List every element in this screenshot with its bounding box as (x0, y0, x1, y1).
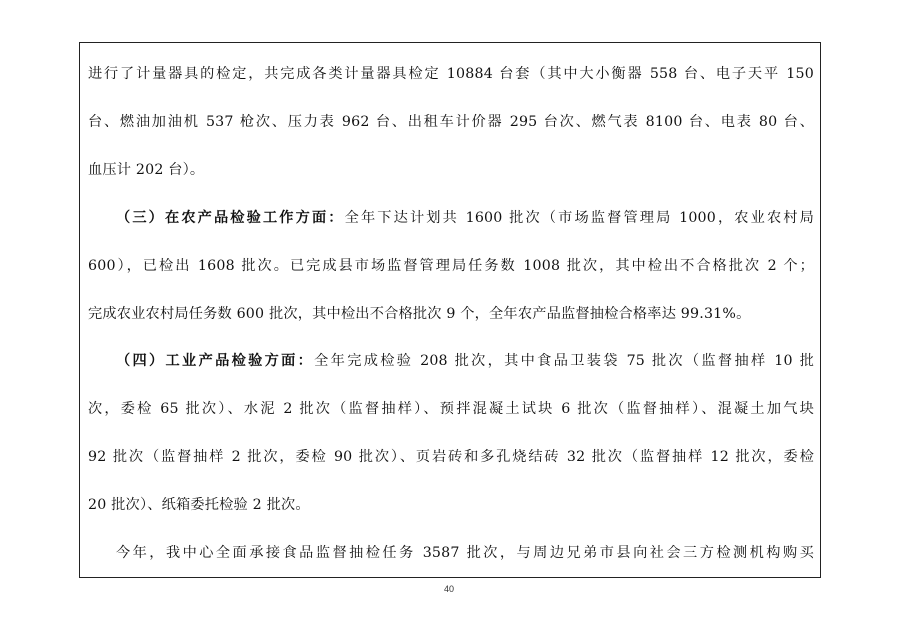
text-line-2: 台、燃油加油机 537 枪次、压力表 962 台、出租车计价器 295 台次、燃气表 8100 台、电表 80 台、 (88, 114, 814, 130)
text-line-3: 血压计 202 台）。 (88, 162, 205, 178)
text-line-8: 次，委检 65 批次）、水泥 2 批次（监督抽样）、预拌混凝土试块 6 批次（监督抽样）、混凝土加气块 (88, 401, 814, 417)
text-line-9: 92 批次（监督抽样 2 批次，委检 90 批次）、页岩砖和多孔烧结砖 32 批次（监督抽样 12 批次，委检 (88, 449, 814, 465)
text-line-10: 20 批次）、纸箱委托检验 2 批次。 (88, 497, 310, 513)
text-line-1: 进行了计量器具的检定，共完成各类计量器具检定 10884 台套（其中大小衡器 558 台、电子天平 150 (88, 66, 814, 82)
section-3-heading-line: （三）在农产品检验工作方面：全年下达计划共 1600 批次（市场监督管理局 1000，农业农村局 (116, 210, 814, 226)
text-line-11: 今年，我中心全面承接食品监督抽检任务 3587 批次，与周边兄弟市县向社会三方检测机构购买 (116, 545, 814, 561)
page-number: 40 (443, 584, 454, 594)
text-line-5: 600），已检出 1608 批次。已完成县市场监督管理局任务数 1008 批次，其中检出不合格批次 2 个； (88, 258, 814, 274)
section-3-heading: （三）在农产品检验工作方面： (116, 210, 345, 226)
page-frame (79, 42, 821, 578)
text-line-6: 完成农业农村局任务数 600 批次，其中检出不合格批次 9 个，全年农产品监督抽检合格率达 99.31%。 (88, 306, 751, 322)
section-4-heading-line: （四）工业产品检验方面：全年完成检验 208 批次，其中食品卫装袋 75 批次（监督抽样 10 批 (116, 353, 814, 369)
section-4-heading: （四）工业产品检验方面： (116, 353, 315, 369)
